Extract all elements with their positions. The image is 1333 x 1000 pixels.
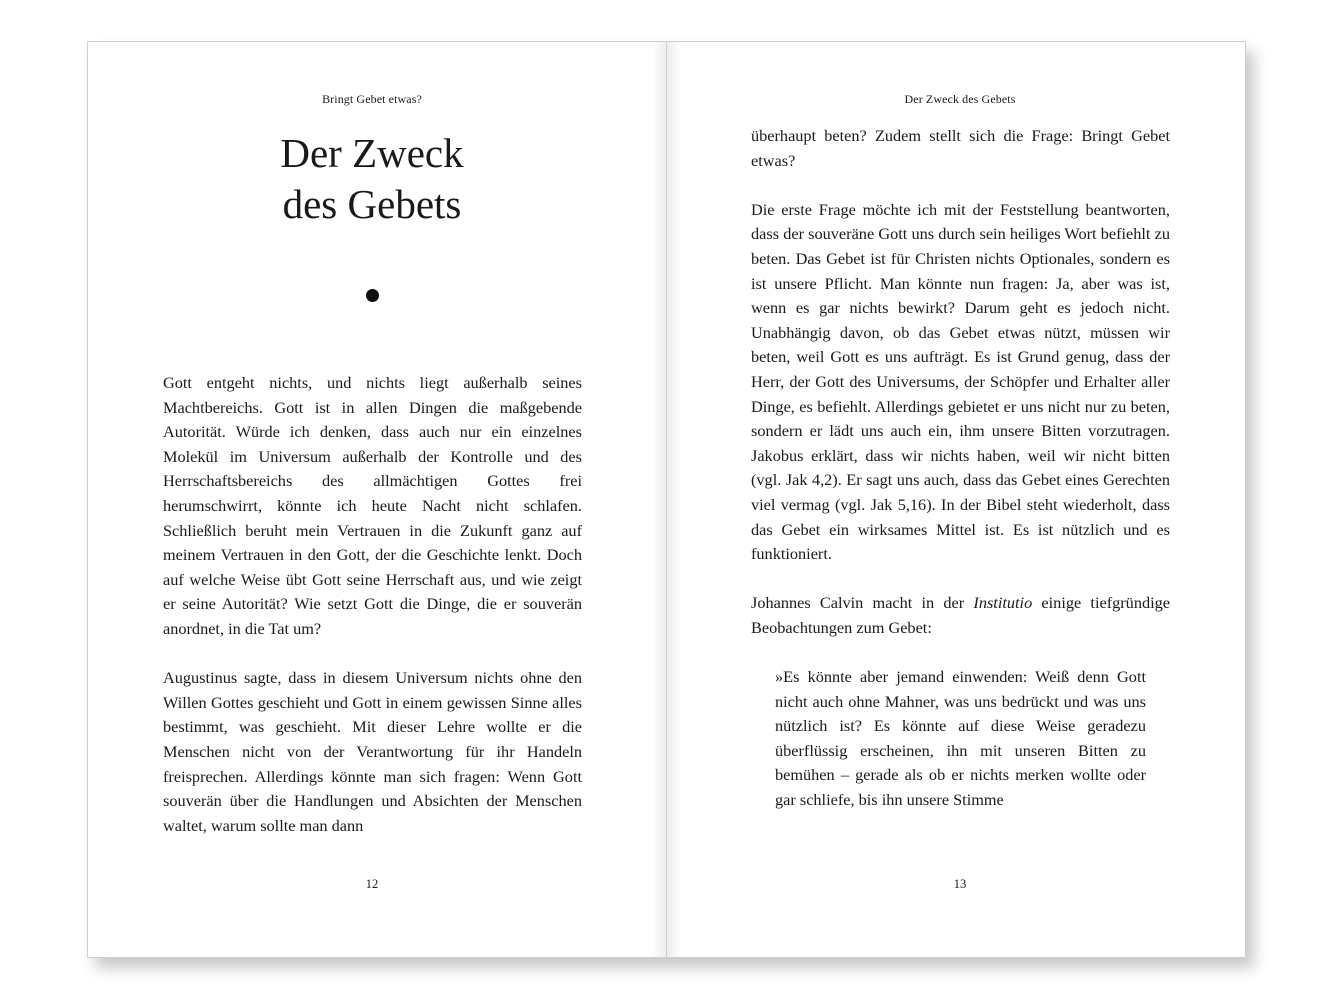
page-number-right: 13 bbox=[953, 877, 967, 891]
block-quote: »Es könnte aber jemand einwenden: Weiß denn Gott nicht auch ohne Mahner, was uns bedrückt und was uns nützlich ist? Es könnte auf diese Weise geradezu überflüssig erscheinen, ihn mit unseren Bitten zu bemühen – gerade als ob er nichts merken wollte oder gar schliefe, bis ihn unsere Stimme bbox=[775, 667, 1146, 810]
page-number-left: 12 bbox=[365, 877, 379, 891]
gutter-shadow bbox=[667, 42, 681, 957]
right-page bbox=[666, 41, 1246, 958]
ornament-dot-icon bbox=[366, 289, 379, 302]
right-body-text bbox=[751, 124, 1170, 837]
chapter-title bbox=[87, 128, 661, 230]
book-spread bbox=[87, 41, 1246, 958]
chapter-title-line-1: Der Zweck bbox=[280, 130, 464, 176]
running-head-left: Bringt Gebet etwas? bbox=[322, 92, 422, 106]
left-page bbox=[87, 41, 667, 958]
body-paragraph: Augustinus sagte, dass in diesem Universum nichts ohne den Willen Gottes geschieht und Gott in einem gewissen Sinne alles bestimmt, was geschieht. Mit dieser Lehre wollte er die Menschen nicht von der Verantwortung für ihr Handeln freisprechen. Allerdings könnte man sich fragen: Wenn Gott souverän über die Handlungen und Absichten der Menschen waltet, warum sollte man dann bbox=[163, 668, 582, 835]
text-segment: einige tiefgründige Beobachtungen zum Gebet: bbox=[751, 593, 1170, 637]
body-paragraph: Die erste Frage möchte ich mit der Feststellung beantworten, dass der souveräne Gott uns durch sein heiliges Wort befiehlt zu beten. Das Gebet ist für Christen nichts Optionales, sondern es ist unsere Pflicht. Man könnte nun fragen: Ja, aber was ist, wenn es gar nichts bewirkt? Darum geht es jedoch nicht. Unabhängig davon, ob das Gebet etwas nützt, müssen wir beten, weil Gott es uns aufträgt. Es ist Grund genug, dass der Herr, der Gott des Universums, der Schöpfer und Erhalter aller Dinge, es befiehlt. Allerdings gebietet er uns nicht nur zu beten, sondern er lädt uns auch ein, ihm unsere Bitten vorzutragen. Jakobus erklärt, dass wir nichts haben, weil wir nicht bitten (vgl. Jak 4,2). Er sagt uns auch, dass das Gebet eines Gerechten viel vermag (vgl. Jak 5,16). In der Bibel steht wiederholt, dass das Gebet ein wirksames Mittel ist. Es ist nützlich und es funktioniert. bbox=[751, 199, 1170, 564]
book-title-italic: Institutio bbox=[973, 593, 1033, 613]
running-head-right: Der Zweck des Gebets bbox=[904, 92, 1016, 106]
body-paragraph: überhaupt beten? Zudem stellt sich die Frage: Bringt Gebet etwas? bbox=[751, 126, 1170, 170]
body-paragraph: Gott entgeht nichts, und nichts liegt außerhalb seines Machtbereichs. Gott ist in allen Dingen die maßgebende Autorität. Würde ich denken, dass auch nur ein einzelnes Molekül im Universum außerhalb der Kontrolle und des Herrschaftsbereichs des allmächtigen Gottes frei herumschwirrt, könnte ich heute Nacht nicht schlafen. Schließlich beruht mein Vertrauen in die Zukunft ganz auf meinem Vertrauen in den Gott, der die Geschichte lenkt. Doch auf welche Weise übt Gott seine Herrschaft aus, und wie zeigt er seine Autorität? Wie setzt Gott die Dinge, die er souverän anordnet, in die Tat um? bbox=[163, 373, 582, 638]
left-body-text bbox=[163, 371, 582, 863]
chapter-title-line-2: des Gebets bbox=[282, 181, 462, 227]
body-paragraph-calvin bbox=[751, 591, 1170, 640]
text-segment: Johannes Calvin macht in der bbox=[751, 593, 974, 613]
